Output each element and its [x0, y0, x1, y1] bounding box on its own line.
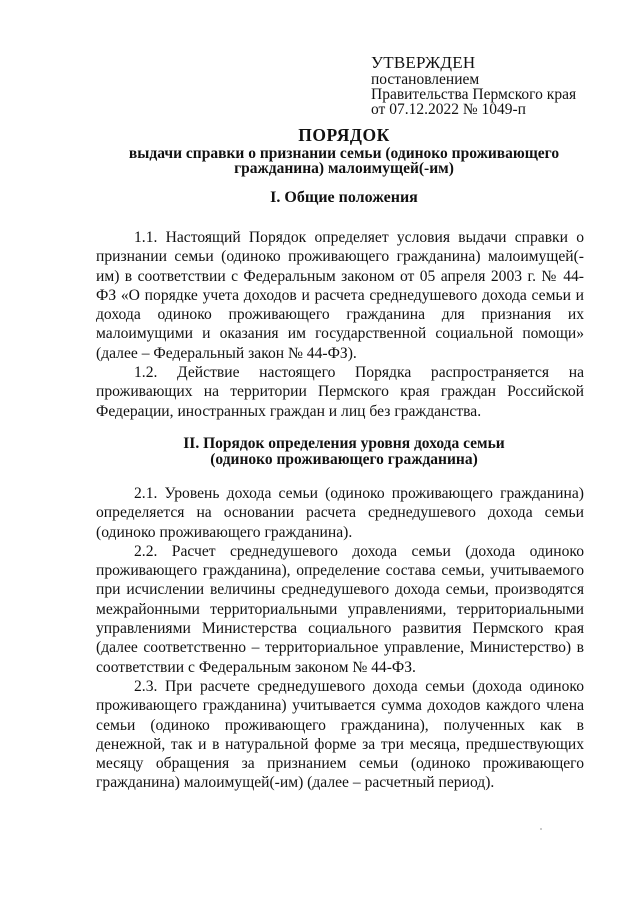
section-2-heading-line-1: II. Порядок определения уровня дохода семьи — [183, 435, 505, 452]
paragraph-1-1: 1.1. Настоящий Порядок определяет условия выдачи справки о признании семьи (одиноко проживающего гражданина) малоимущей(-им) в соответствии с Федеральным законом от 05 апреля 2003 г. № 44-ФЗ «О порядке учета доходов и расчета среднедушевого дохода семьи и дохода одиноко проживающего гражданина для признания их малоимущими и оказания им государственной социальной помощи» (далее – Федеральный закон № 44-ФЗ). — [96, 229, 584, 362]
approval-line-1: постановлением — [371, 71, 480, 88]
approval-stamp — [371, 54, 611, 117]
document-subtitle — [96, 146, 592, 176]
section-2-heading-line-2: (одиноко проживающего гражданина) — [210, 451, 478, 468]
section-2-body — [96, 484, 584, 793]
approval-line-3: от 07.12.2022 № 1049-п — [371, 101, 526, 118]
scan-speck — [540, 828, 542, 830]
paragraph-1-2: 1.2. Действие настоящего Порядка распространяется на проживающих на территории Пермского края граждан Российской Федерации, иностранных граждан и лиц без гражданства. — [96, 364, 584, 420]
document-title: ПОРЯДОК — [298, 125, 390, 145]
section-1-heading: I. Общие положения — [270, 189, 418, 206]
section-1-body — [96, 228, 584, 421]
approval-status: УТВЕРЖДЕН — [371, 53, 476, 72]
subtitle-line-2: гражданина) малоимущей(-им) — [234, 160, 454, 177]
paragraph-2-2: 2.2. Расчет среднедушевого дохода семьи (дохода одиноко проживающего гражданина), определение состава семьи, учитываемого при исчислении величины среднедушевого дохода семьи, производятся межрайонными территориальными управлениями, территориальными управлениями Министерства социального развития Пермского края (далее соответственно – территориальное управление, Министерство) в соответствии с Федеральным законом № 44-ФЗ. — [96, 542, 584, 676]
subtitle-line-1: выдачи справки о признании семьи (одиноко проживающего — [128, 145, 560, 162]
paragraph-2-3: 2.3. При расчете среднедушевого дохода семьи (дохода одиноко проживающего гражданина) учитывается сумма доходов каждого члена семьи (одиноко проживающего гражданина), полученных как в денежной, так и в натуральной форме за три месяца, предшествующих месяцу обращения за признанием семьи (одиноко проживающего гражданина) малоимущей(-им) (далее – расчетный период). — [96, 677, 584, 792]
approval-line-2: Правительства Пермского края — [371, 86, 577, 103]
paragraph-2-1: 2.1. Уровень дохода семьи (одиноко проживающего гражданина) определяется на основании расчета среднедушевого дохода семьи (одиноко проживающего гражданина). — [96, 485, 584, 541]
section-2-heading — [96, 436, 592, 468]
